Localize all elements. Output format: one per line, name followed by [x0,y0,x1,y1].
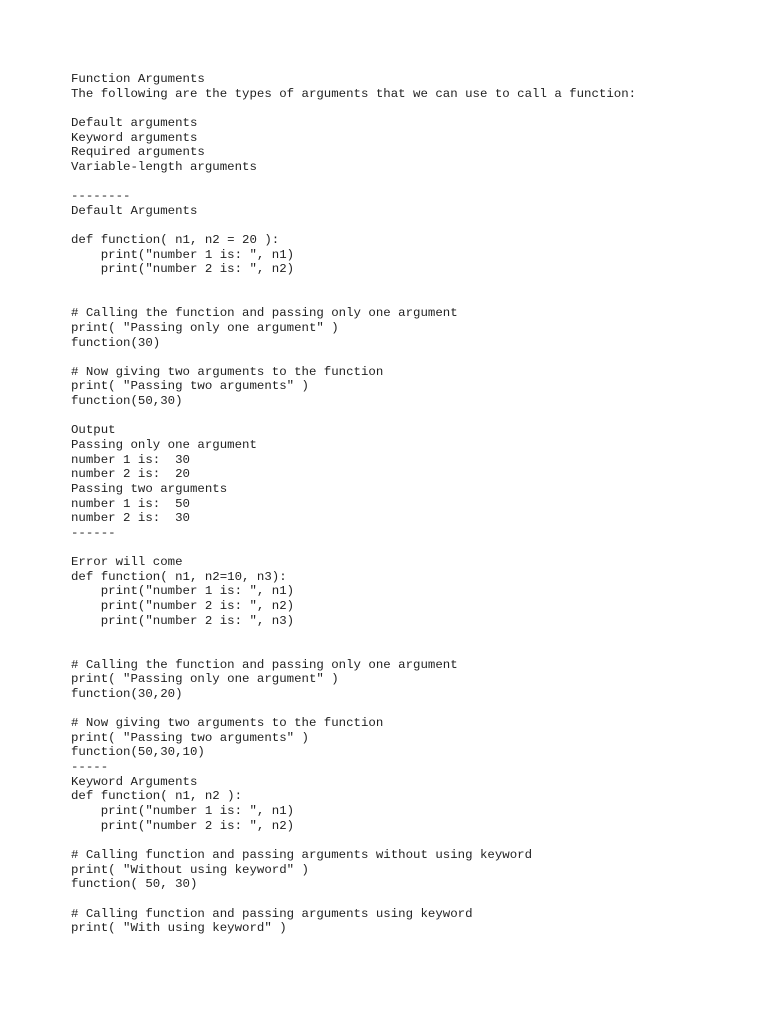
doc-line: number 1 is: 50 [71,496,190,511]
doc-line: print( "With using keyword" ) [71,921,287,936]
doc-line [71,702,751,717]
doc-line: print("number 1 is: ", n1) [71,247,295,262]
doc-line: function(30) [71,335,161,350]
doc-line [71,892,751,907]
doc-line: print("number 2 is: ", n2) [71,262,295,277]
doc-line: function( 50, 30) [71,877,198,892]
doc-line: Default Arguments [71,203,198,218]
doc-line: print("number 2 is: ", n2) [71,599,295,614]
doc-line: def function( n1, n2 ): [71,789,243,804]
doc-line: # Calling function and passing arguments without using keyword [71,847,533,862]
doc-line: Variable-length arguments [71,159,257,174]
doc-line: Function Arguments [71,72,205,86]
doc-line: number 1 is: 30 [71,452,190,467]
doc-line [71,174,751,189]
doc-line: print( "Passing two arguments" ) [71,379,309,394]
doc-line: print( "Passing two arguments" ) [71,730,309,745]
doc-line [71,541,751,556]
doc-line: Error will come [71,555,183,570]
doc-line [71,292,751,307]
doc-line: def function( n1, n2 = 20 ): [71,233,280,248]
doc-line: # Now giving two arguments to the function [71,716,384,731]
doc-line: Default arguments [71,115,198,130]
doc-line: function(50,30) [71,394,183,409]
doc-line: print("number 2 is: ", n2) [71,818,295,833]
doc-line: ----- [71,760,109,775]
doc-line: print("number 1 is: ", n1) [71,584,295,599]
doc-line: Keyword Arguments [71,774,198,789]
doc-line [71,350,751,365]
doc-line: function(30,20) [71,686,183,701]
doc-line [71,833,751,848]
doc-line: number 2 is: 30 [71,511,190,526]
doc-line: Output [71,423,116,438]
doc-line: Required arguments [71,145,205,160]
doc-line: ------ [71,525,116,540]
doc-line: # Calling function and passing arguments using keyword [71,906,473,921]
doc-line [71,643,751,658]
document-text [71,72,751,936]
doc-line: print( "Without using keyword" ) [71,862,309,877]
doc-line: print( "Passing only one argument" ) [71,320,339,335]
doc-line: # Calling the function and passing only one argument [71,306,458,321]
doc-line: print("number 1 is: ", n1) [71,804,295,819]
doc-line [71,409,751,424]
doc-line [71,628,751,643]
doc-line: # Now giving two arguments to the function [71,364,384,379]
doc-line [71,101,751,116]
doc-line: The following are the types of arguments that we can use to call a function: [71,86,637,101]
doc-line [71,218,751,233]
doc-line: -------- [71,189,131,204]
doc-line: function(50,30,10) [71,745,205,760]
doc-line: # Calling the function and passing only one argument [71,657,458,672]
doc-line: print( "Passing only one argument" ) [71,672,339,687]
doc-line [71,277,751,292]
doc-line: number 2 is: 20 [71,467,190,482]
doc-line: print("number 2 is: ", n3) [71,613,295,628]
doc-line: def function( n1, n2=10, n3): [71,569,287,584]
doc-line: Keyword arguments [71,130,198,145]
doc-line: Passing only one argument [71,438,257,453]
doc-line: Passing two arguments [71,481,228,496]
